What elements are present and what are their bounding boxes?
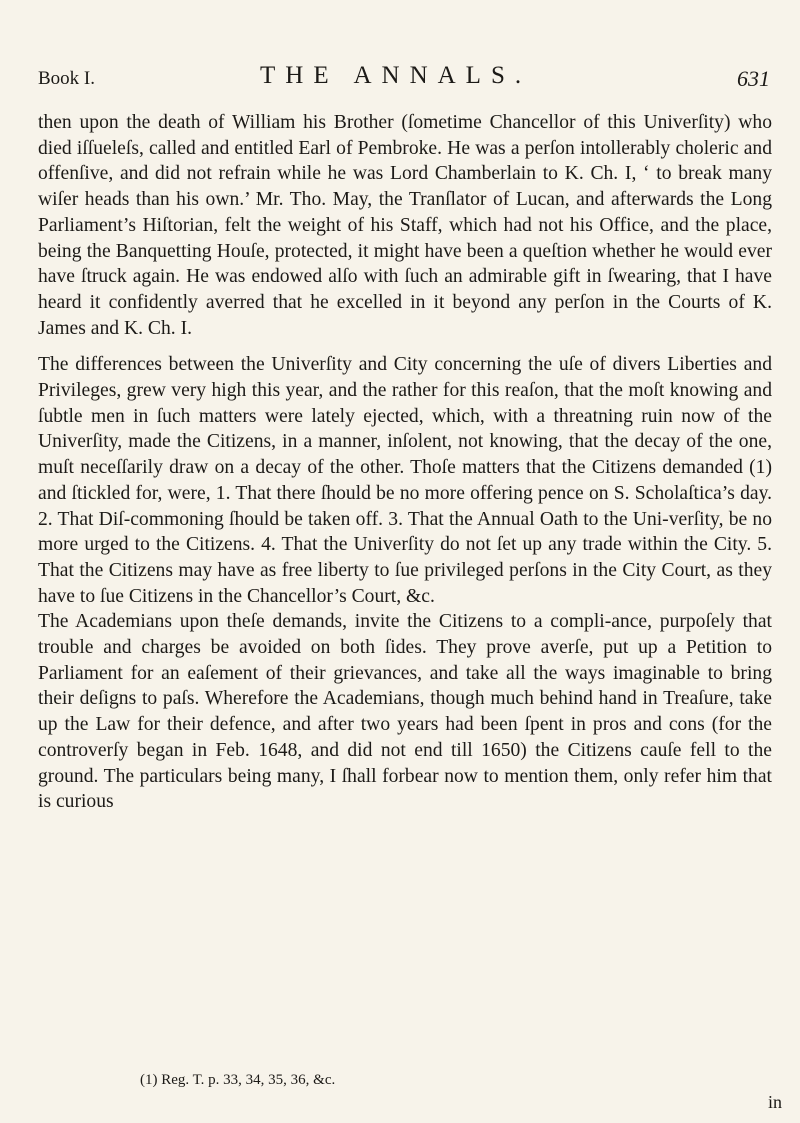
page-number: 631 bbox=[737, 66, 770, 91]
paragraph-continued: then upon the death of William his Brother (ſometime Chancellor of this Univerſity) who died iſſueleſs, called and entitled Earl of Pembroke. He was a perſon intollerably choleric and offenſive, and did not refrain while he was Lord Chamberlain to K. Ch. I, ‘ to break many wiſer heads than his own.’ Mr. Tho. May, the Tranſlator of Lucan, and afterwards the Long Parliament’s Hiſtorian, felt the weight of his Staff, which had not his Office, and the place, being the Banquetting Houſe, protected, it might have been a queſtion whether he would ever have ſtruck again. He was endowed alſo with ſuch an admirable gift in ſwearing, that I have heard it confidently averred that he excelled in it beyond any perſon in the Courts of K. James and K. Ch. I. bbox=[38, 112, 772, 339]
paragraph-differences: The differences between the Univerſity and City concerning the uſe of divers Liberties and Privileges, grew very high this year, and the rather for this reaſon, that the moſt knowing and ſubtle men in ſuch matters were lately ejected, which, with a threatning ruin now of the Univerſity, made the Citizens, in a manner, inſolent, not knowing, that the decay of the one, muſt neceſſarily draw on a decay of the other. Thoſe matters that the Citizens demanded (1) and ſtickled for, were, 1. That there ſhould be no more offering pence on S. Scholaſtica’s day. 2. That Diſ-commoning ſhould be taken off. 3. That the Annual Oath to the Uni-verſity, be no more urged to the Citizens. 4. That the Univerſity do not ſet up any trade within the City. 5. That the Citizens may have as free liberty to ſue privileged perſons in the City Court, as they have to ſue Citizens in the Chancellor’s Court, &c. bbox=[38, 354, 772, 607]
body-text bbox=[38, 110, 772, 815]
footnote: (1) Reg. T. p. 33, 34, 35, 36, &c. bbox=[140, 1072, 336, 1088]
catchword: in bbox=[767, 1092, 782, 1112]
running-title: THE ANNALS. bbox=[260, 62, 532, 89]
paragraph-academians: The Academians upon theſe demands, invite the Citizens to a compli-ance, purpoſely that trouble and charges be avoided on both ſides. They prove averſe, put up a Petition to Parliament for an eaſement of their grievances, and take all the ways imaginable to bring their deſigns to paſs. Wherefore the Academians, though much behind hand in Treaſure, take up the Law for their defence, and after two years had been ſpent in pros and cons (for the controverſy began in Feb. 1648, and did not end till 1650) the Citizens cauſe fell to the ground. The particulars being many, I ſhall forbear now to mention them, only refer him that is curious bbox=[38, 611, 772, 813]
book-label: Book I. bbox=[38, 68, 95, 89]
running-head bbox=[38, 60, 770, 90]
